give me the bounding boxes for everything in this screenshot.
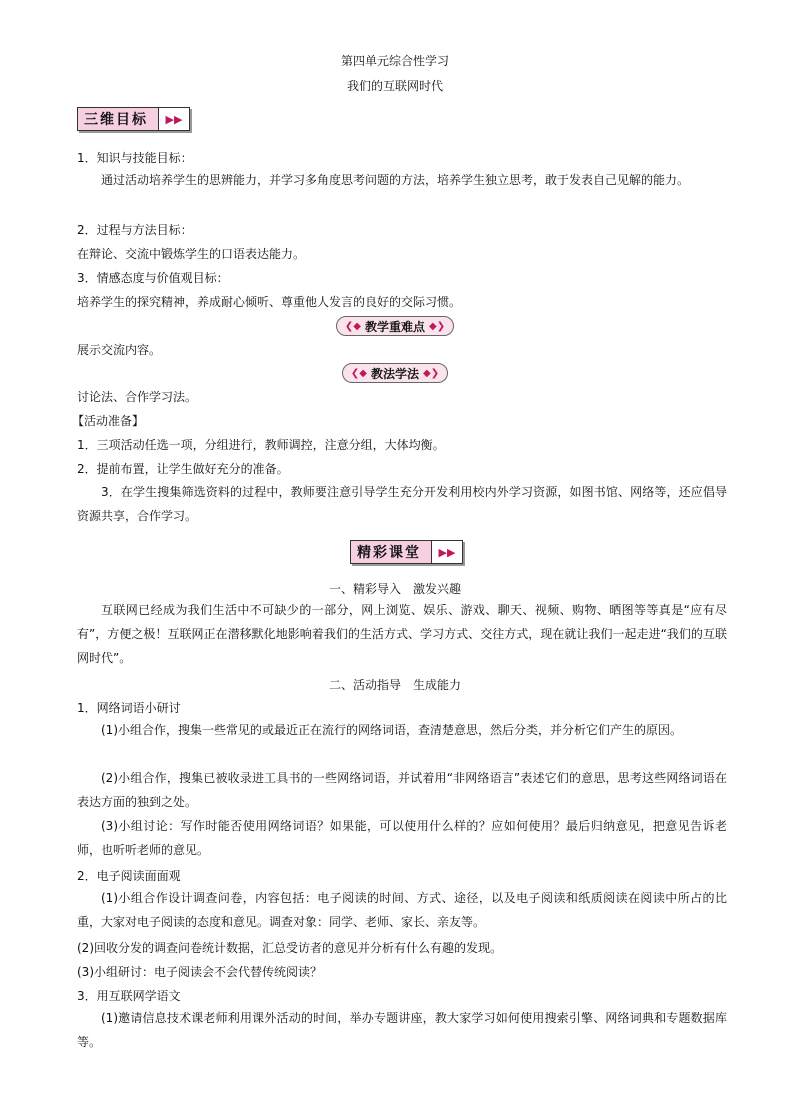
class-heading-1: 一、精彩导入 激发兴趣 <box>328 582 461 596</box>
section-key-points-banner <box>0 316 790 336</box>
double-arrow-icon: ▶▶ <box>431 541 462 563</box>
unit-title: 第四单元综合性学习 <box>340 54 449 68</box>
section-goals-banner <box>77 107 190 131</box>
activity-2-title: 2．电子阅读面面观 <box>77 869 181 883</box>
class-intro: 互联网已经成为我们生活中不可缺少的一部分，网上浏览、娱乐、游戏、聊天、视频、购物、晒图等等真是“应有尽有”，方便之极！互联网正在潜移默化地影响着我们的生活方式、学习方式、交往方式，现在就让我们一起走进“我们的互联网时代”。 <box>77 603 727 665</box>
methods-text: 讨论法、合作学习法。 <box>77 390 198 404</box>
activity-1-item-2: (2)小组合作，搜集已被收录进工具书的一些网络词语，并试着用“非网络语言”表述它们的意思，思考这些网络词语在表达方面的独到之处。 <box>77 771 727 809</box>
activity-2-item-1: (1)小组合作设计调查问卷，内容包括：电子阅读的时间、方式、途径，以及电子阅读和纸质阅读在阅读中所占的比重，大家对电子阅读的态度和意见。调查对象：同学、老师、家长、亲友等。 <box>77 891 727 929</box>
goal-1-text: 通过活动培养学生的思辨能力，并学习多角度思考问题的方法，培养学生独立思考，敢于发表自己见解的能力。 <box>101 173 690 187</box>
goal-3-text: 培养学生的探究精神，养成耐心倾听、尊重他人发言的良好的交际习惯。 <box>77 295 462 309</box>
activity-2-item-2: (2)回收分发的调查问卷统计数据，汇总受访者的意见并分析有什么有趣的发现。 <box>77 941 503 955</box>
section-goals-label: 三维目标 <box>78 109 158 129</box>
goal-2-title: 2．过程与方法目标： <box>77 223 193 237</box>
activity-1-item-3: (3)小组讨论：写作时能否使用网络词语？如果能，可以使用什么样的？应如何使用？最后归纳意见，把意见告诉老师，也听听老师的意见。 <box>77 819 727 857</box>
section-methods-banner <box>0 363 790 383</box>
key-points-text: 展示交流内容。 <box>77 343 162 357</box>
section-classroom-label: 精彩课堂 <box>351 542 431 562</box>
activity-1-title: 1．网络词语小研讨 <box>77 701 181 715</box>
goal-2-text: 在辩论、交流中锻炼学生的口语表达能力。 <box>77 247 306 261</box>
right-chevron-icon: ◆❯ <box>423 367 440 379</box>
goal-1-title: 1．知识与技能目标： <box>77 151 193 165</box>
activity-2-item-3: (3)小组研讨：电子阅读会不会代替传统阅读？ <box>77 965 322 979</box>
prep-item-3: 3．在学生搜集筛选资料的过程中，教师要注意引导学生充分开发利用校内外学习资源，如图书馆、网络等，还应倡导资源共享，合作学习。 <box>77 485 727 523</box>
right-chevron-icon: ◆❯ <box>429 320 446 332</box>
activity-3-item-1: (1)邀请信息技术课老师利用课外活动的时间，举办专题讲座，教大家学习如何使用搜索引擎、网络词典和专题数据库等。 <box>77 1011 727 1049</box>
left-chevron-icon: ❮◆ <box>350 367 367 379</box>
prep-item-2: 2．提前布置，让学生做好充分的准备。 <box>77 462 289 476</box>
activity-1-item-1: (1)小组合作，搜集一些常见的或最近正在流行的网络词语，查清楚意思，然后分类，并分析它们产生的原因。 <box>101 723 683 737</box>
prep-item-1: 1．三项活动任选一项，分组进行，教师调控，注意分组，大体均衡。 <box>77 438 445 452</box>
left-chevron-icon: ❮◆ <box>344 320 361 332</box>
section-key-points-label: 教学重难点 <box>364 319 425 334</box>
class-heading-2: 二、活动指导 生成能力 <box>328 678 461 692</box>
double-arrow-icon: ▶▶ <box>158 108 189 130</box>
activity-3-title: 3．用互联网学语文 <box>77 989 181 1003</box>
prep-title: 【活动准备】 <box>72 414 145 428</box>
goal-3-title: 3．情感态度与价值观目标： <box>77 271 229 285</box>
section-classroom-banner <box>350 540 463 564</box>
lesson-title: 我们的互联网时代 <box>346 79 443 93</box>
section-methods-label: 教法学法 <box>370 366 419 381</box>
